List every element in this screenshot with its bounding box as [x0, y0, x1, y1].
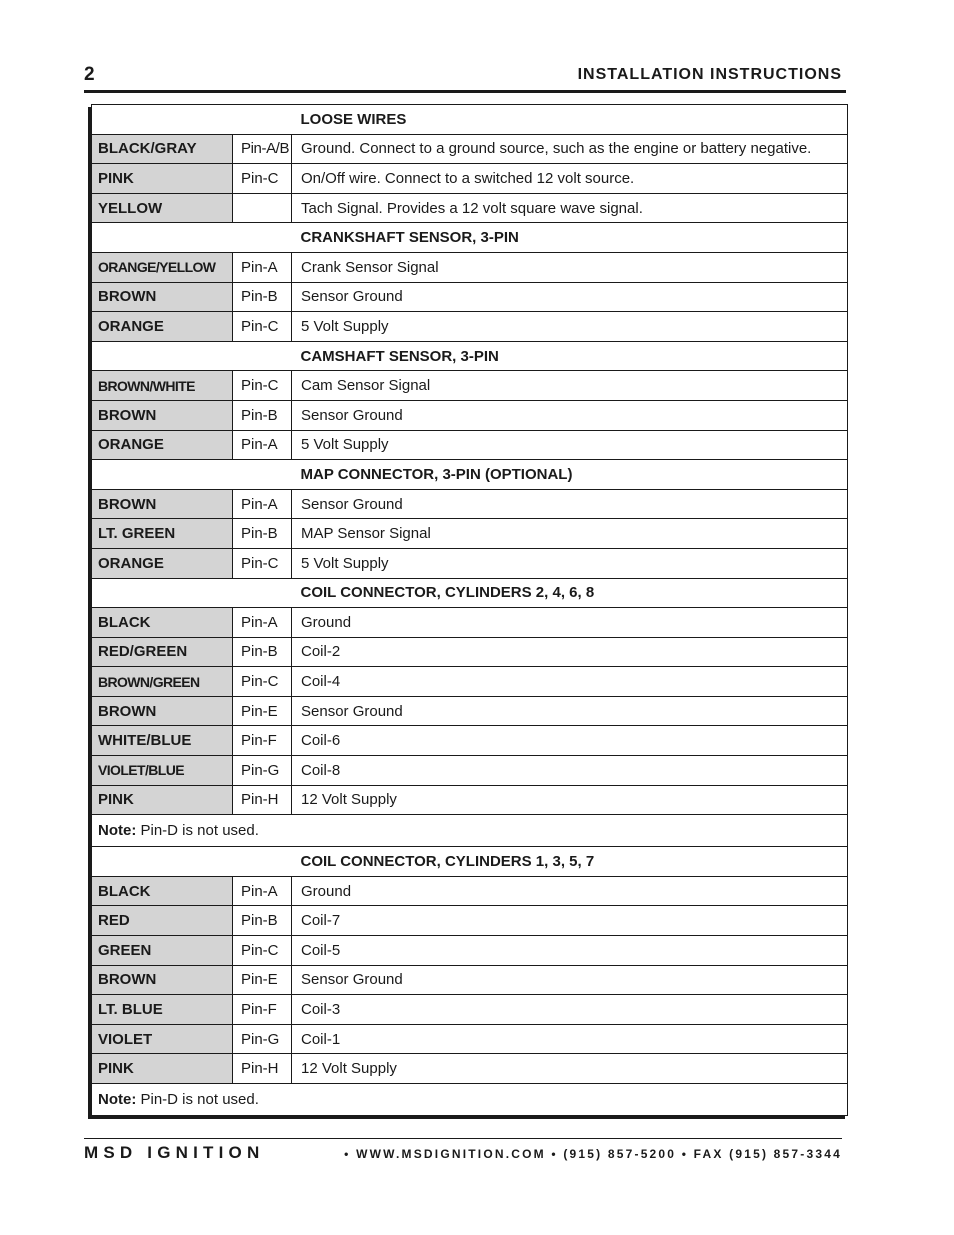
wire-color-cell: ORANGE	[92, 312, 233, 342]
wire-color-cell: BLACK	[92, 876, 233, 906]
table-row	[92, 667, 848, 697]
header-title: INSTALLATION INSTRUCTIONS	[577, 66, 842, 83]
wire-color-cell: VIOLET	[92, 1024, 233, 1054]
pin-cell: Pin-E	[233, 696, 292, 726]
description-cell: 5 Volt Supply	[292, 312, 848, 342]
description-cell: Coil-8	[292, 756, 848, 786]
description-cell: Coil-2	[292, 637, 848, 667]
wire-color-cell: YELLOW	[92, 193, 233, 223]
wire-color-cell: BROWN	[92, 965, 233, 995]
section-header-row	[92, 223, 848, 253]
wire-color-cell: WHITE/BLUE	[92, 726, 233, 756]
description-cell: Sensor Ground	[292, 489, 848, 519]
footer-rule	[84, 1138, 842, 1139]
pin-cell: Pin-G	[233, 1024, 292, 1054]
table-row	[92, 548, 848, 578]
note-cell	[92, 815, 848, 847]
description-cell: 5 Volt Supply	[292, 430, 848, 460]
description-cell: Coil-4	[292, 667, 848, 697]
description-cell: Ground	[292, 608, 848, 638]
pin-cell: Pin-A	[233, 876, 292, 906]
pin-cell: Pin-F	[233, 726, 292, 756]
section-title: LOOSE WIRES	[292, 105, 848, 135]
wire-color-cell: LT. BLUE	[92, 995, 233, 1025]
wire-color-cell: GREEN	[92, 936, 233, 966]
pin-cell: Pin-C	[233, 371, 292, 401]
wire-color-cell: ORANGE	[92, 430, 233, 460]
pin-cell: Pin-A	[233, 489, 292, 519]
pin-cell: Pin-E	[233, 965, 292, 995]
pin-cell: Pin-A	[233, 252, 292, 282]
table-row	[92, 312, 848, 342]
description-cell: Ground. Connect to a ground source, such as the engine or battery negative.	[292, 134, 848, 164]
table-row	[92, 400, 848, 430]
page-header	[84, 64, 842, 90]
description-cell: Crank Sensor Signal	[292, 252, 848, 282]
wire-color-cell: PINK	[92, 785, 233, 815]
footer-contact-info: • WWW.MSDIGNITION.COM • (915) 857-5200 • FAX (915) 857-3344	[344, 1147, 842, 1161]
table-row	[92, 936, 848, 966]
pin-cell: Pin-C	[233, 164, 292, 194]
wire-color-cell: LT. GREEN	[92, 519, 233, 549]
table-row	[92, 1054, 848, 1084]
note-text: Pin-D is not used.	[136, 822, 259, 840]
pin-cell	[233, 193, 292, 223]
table-row	[92, 371, 848, 401]
table-row	[92, 726, 848, 756]
pin-cell: Pin-B	[233, 400, 292, 430]
wire-color-cell: BROWN	[92, 400, 233, 430]
header-rule	[84, 90, 846, 93]
description-cell: MAP Sensor Signal	[292, 519, 848, 549]
wire-color-cell: ORANGE/YELLOW	[92, 252, 233, 282]
pin-cell: Pin-A	[233, 608, 292, 638]
description-cell: Tach Signal. Provides a 12 volt square wave signal.	[292, 193, 848, 223]
wire-color-cell: BROWN/GREEN	[92, 667, 233, 697]
pin-cell: Pin-F	[233, 995, 292, 1025]
description-cell: Cam Sensor Signal	[292, 371, 848, 401]
wire-color-cell: VIOLET/BLUE	[92, 756, 233, 786]
pin-cell: Pin-B	[233, 282, 292, 312]
description-cell: Sensor Ground	[292, 400, 848, 430]
table-row	[92, 252, 848, 282]
note-text: Pin-D is not used.	[136, 1091, 259, 1108]
description-cell: Sensor Ground	[292, 696, 848, 726]
pin-cell: Pin-C	[233, 548, 292, 578]
wire-color-cell: PINK	[92, 1054, 233, 1084]
wire-color-cell: PINK	[92, 164, 233, 194]
section-title: COIL CONNECTOR, CYLINDERS 2, 4, 6, 8	[292, 578, 848, 608]
table-row	[92, 995, 848, 1025]
description-cell: Sensor Ground	[292, 965, 848, 995]
section-header-row	[92, 847, 848, 877]
table-row	[92, 430, 848, 460]
section-header-spacer	[92, 105, 292, 135]
table-row	[92, 906, 848, 936]
table-row	[92, 282, 848, 312]
note-row	[92, 1084, 848, 1116]
pin-cell: Pin-C	[233, 667, 292, 697]
table-row	[92, 489, 848, 519]
section-header-row	[92, 341, 848, 371]
table-row	[92, 608, 848, 638]
section-header-row	[92, 105, 848, 135]
wire-color-cell: RED/GREEN	[92, 637, 233, 667]
description-cell: Coil-7	[292, 906, 848, 936]
table-row	[92, 134, 848, 164]
description-cell: Coil-1	[292, 1024, 848, 1054]
table-row	[92, 1024, 848, 1054]
section-title: MAP CONNECTOR, 3-PIN (OPTIONAL)	[292, 460, 848, 490]
table-row	[92, 965, 848, 995]
wire-color-cell: RED	[92, 906, 233, 936]
table-row	[92, 193, 848, 223]
note-row	[92, 815, 848, 847]
pin-cell: Pin-G	[233, 756, 292, 786]
wire-color-cell: BROWN/WHITE	[92, 371, 233, 401]
pin-cell: Pin-A	[233, 430, 292, 460]
wire-color-cell: BLACK	[92, 608, 233, 638]
section-header-row	[92, 460, 848, 490]
description-cell: 12 Volt Supply	[292, 785, 848, 815]
wire-table	[91, 104, 848, 1116]
table-row	[92, 696, 848, 726]
table-row	[92, 519, 848, 549]
wire-table-body	[92, 105, 848, 1116]
footer-brand: MSD IGNITION	[84, 1143, 265, 1162]
pin-cell: Pin-B	[233, 906, 292, 936]
note-label: Note:	[98, 822, 137, 840]
table-row	[92, 876, 848, 906]
description-cell: 12 Volt Supply	[292, 1054, 848, 1084]
note-cell	[92, 1084, 848, 1116]
table-row	[92, 785, 848, 815]
note-label: Note:	[98, 1091, 137, 1108]
pin-cell: Pin-B	[233, 637, 292, 667]
section-header-spacer	[92, 223, 292, 253]
section-title: CRANKSHAFT SENSOR, 3-PIN	[292, 223, 848, 253]
description-cell: Coil-6	[292, 726, 848, 756]
table-row	[92, 756, 848, 786]
pin-cell: Pin-H	[233, 785, 292, 815]
page-footer	[84, 1143, 842, 1163]
description-cell: Sensor Ground	[292, 282, 848, 312]
pin-cell: Pin-A/B	[233, 134, 292, 164]
wire-color-cell: ORANGE	[92, 548, 233, 578]
wire-color-cell: BROWN	[92, 282, 233, 312]
table-row	[92, 164, 848, 194]
description-cell: Coil-3	[292, 995, 848, 1025]
description-cell: Ground	[292, 876, 848, 906]
pin-cell: Pin-C	[233, 312, 292, 342]
section-header-spacer	[92, 341, 292, 371]
description-cell: Coil-5	[292, 936, 848, 966]
wire-color-cell: BROWN	[92, 696, 233, 726]
section-header-spacer	[92, 578, 292, 608]
description-cell: On/Off wire. Connect to a switched 12 volt source.	[292, 164, 848, 194]
wire-color-cell: BROWN	[92, 489, 233, 519]
section-header-spacer	[92, 460, 292, 490]
section-header-spacer	[92, 847, 292, 877]
description-cell: 5 Volt Supply	[292, 548, 848, 578]
pin-cell: Pin-C	[233, 936, 292, 966]
pin-cell: Pin-B	[233, 519, 292, 549]
page-number: 2	[84, 64, 95, 85]
table-row	[92, 637, 848, 667]
wire-color-cell: BLACK/GRAY	[92, 134, 233, 164]
pin-cell: Pin-H	[233, 1054, 292, 1084]
section-title: CAMSHAFT SENSOR, 3-PIN	[292, 341, 848, 371]
section-header-row	[92, 578, 848, 608]
section-title: COIL CONNECTOR, CYLINDERS 1, 3, 5, 7	[292, 847, 848, 877]
